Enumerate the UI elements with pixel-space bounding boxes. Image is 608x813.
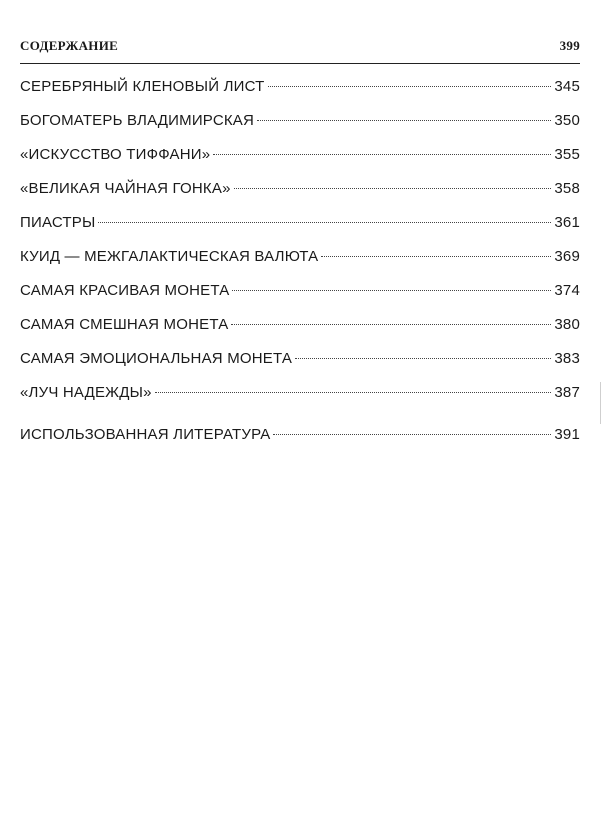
toc-entry-page: 383 (554, 350, 580, 367)
dot-leader (231, 324, 551, 325)
toc-entry-page: 369 (554, 248, 580, 265)
toc-entry-title: САМАЯ КРАСИВАЯ МОНЕТА (20, 282, 230, 299)
toc-entry-title: ИСПОЛЬЗОВАННАЯ ЛИТЕРАТУРА (20, 426, 271, 443)
toc-entry-page: 345 (554, 78, 580, 95)
table-of-contents (20, 70, 580, 452)
toc-entry-page: 374 (554, 282, 580, 299)
toc-entry-title: ПИАСТРЫ (20, 214, 96, 231)
toc-entry[interactable] (20, 342, 580, 376)
toc-entry-page: 355 (554, 146, 580, 163)
toc-entry[interactable] (20, 172, 580, 206)
book-page (20, 0, 580, 813)
toc-entry-title: «ИСКУССТВО ТИФФАНИ» (20, 146, 211, 163)
toc-entry-title: САМАЯ СМЕШНАЯ МОНЕТА (20, 316, 229, 333)
toc-entry[interactable] (20, 274, 580, 308)
dot-leader (295, 358, 551, 359)
header-rule (20, 63, 580, 64)
toc-entry-title: САМАЯ ЭМОЦИОНАЛЬНАЯ МОНЕТА (20, 350, 293, 367)
dot-leader (268, 86, 552, 87)
toc-entry[interactable] (20, 138, 580, 172)
toc-entry-title: КУИД — МЕЖГАЛАКТИЧЕСКАЯ ВАЛЮТА (20, 248, 319, 265)
dot-leader (257, 120, 551, 121)
toc-entry-page: 358 (554, 180, 580, 197)
header-title: СОДЕРЖАНИЕ (20, 38, 119, 53)
dot-leader (321, 256, 551, 257)
toc-entry[interactable] (20, 70, 580, 104)
toc-entry-page: 350 (554, 112, 580, 129)
toc-entry[interactable] (20, 376, 580, 410)
dot-leader (234, 188, 552, 189)
running-header (20, 38, 580, 58)
header-page-number: 399 (559, 38, 580, 53)
toc-entry-title: «ВЕЛИКАЯ ЧАЙНАЯ ГОНКА» (20, 180, 231, 197)
toc-entry-title: БОГОМАТЕРЬ ВЛАДИМИРСКАЯ (20, 112, 255, 129)
dot-leader (213, 154, 551, 155)
toc-entry-title: СЕРЕБРЯНЫЙ КЛЕНОВЫЙ ЛИСТ (20, 78, 265, 95)
toc-entry[interactable] (20, 240, 580, 274)
toc-entry-page: 380 (554, 316, 580, 333)
dot-leader (273, 434, 551, 435)
toc-entry-page: 391 (554, 426, 580, 443)
toc-entry[interactable] (20, 418, 580, 452)
toc-entry[interactable] (20, 104, 580, 138)
toc-entry-page: 387 (554, 384, 580, 401)
toc-entry[interactable] (20, 206, 580, 240)
toc-entry-title: «ЛУЧ НАДЕЖДЫ» (20, 384, 152, 401)
dot-leader (232, 290, 551, 291)
dot-leader (155, 392, 552, 393)
dot-leader (98, 222, 551, 223)
toc-entry[interactable] (20, 308, 580, 342)
toc-entry-page: 361 (554, 214, 580, 231)
margin-line (600, 382, 601, 424)
